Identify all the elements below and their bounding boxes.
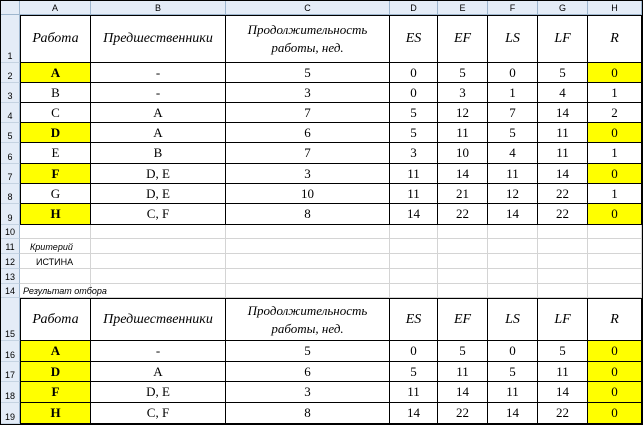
header-cell-es[interactable]: ES: [390, 298, 438, 341]
row-header[interactable]: 15: [1, 298, 20, 341]
cell-work[interactable]: C: [20, 103, 91, 123]
empty-cell[interactable]: [588, 225, 642, 239]
row-header[interactable]: 8: [1, 184, 20, 204]
cell-ef[interactable]: 22: [438, 204, 488, 225]
cell-work[interactable]: A: [20, 63, 91, 83]
row-header[interactable]: 1: [1, 15, 20, 63]
cell-ls[interactable]: 0: [488, 63, 538, 83]
cell-es[interactable]: 0: [390, 83, 438, 103]
header-cell-lf[interactable]: LF: [538, 15, 588, 63]
cell-ls[interactable]: 12: [488, 184, 538, 204]
column-header-a[interactable]: A: [20, 1, 91, 15]
empty-cell[interactable]: [488, 254, 538, 269]
empty-cell[interactable]: [438, 225, 488, 239]
criterion-label: Критерий: [30, 241, 73, 252]
column-header-b[interactable]: B: [91, 1, 226, 15]
cell-r[interactable]: 1: [588, 83, 642, 103]
cell-lf[interactable]: 14: [538, 103, 588, 123]
row-header[interactable]: 9: [1, 204, 20, 225]
cell-r[interactable]: 0: [588, 341, 642, 362]
table-row: [1, 83, 642, 103]
cell-ls[interactable]: 1: [488, 83, 538, 103]
cell-pred[interactable]: C, F: [91, 204, 226, 225]
cell-lf[interactable]: 22: [538, 184, 588, 204]
cell-lf[interactable]: 5: [538, 341, 588, 362]
table-row: [1, 382, 642, 403]
empty-cell[interactable]: [91, 254, 226, 269]
cell-work[interactable]: H: [20, 403, 91, 424]
empty-cell[interactable]: [226, 239, 390, 254]
cell-ef[interactable]: 10: [438, 143, 488, 164]
header-cell-duration[interactable]: Продолжительность работы, нед.: [226, 298, 390, 341]
empty-cell[interactable]: [91, 225, 226, 239]
empty-row: [1, 269, 642, 284]
cell-ls[interactable]: 7: [488, 103, 538, 123]
cell-ls[interactable]: 14: [488, 204, 538, 225]
cell-dur[interactable]: 3: [226, 164, 390, 184]
cell-lf[interactable]: 11: [538, 362, 588, 382]
table-row: [1, 143, 642, 164]
empty-cell[interactable]: [588, 269, 642, 284]
cell-work[interactable]: F: [20, 164, 91, 184]
empty-cell[interactable]: [91, 239, 226, 254]
table-row: [1, 403, 642, 424]
cell-es[interactable]: 0: [390, 341, 438, 362]
empty-cell[interactable]: [538, 269, 588, 284]
cell-ls[interactable]: 11: [488, 164, 538, 184]
cell-r[interactable]: 0: [588, 204, 642, 225]
table-row: [1, 63, 642, 83]
cell-ls[interactable]: 0: [488, 341, 538, 362]
cell-es[interactable]: 5: [390, 362, 438, 382]
result-label-row: [1, 284, 642, 298]
row-header[interactable]: 14: [1, 284, 20, 298]
table-row: [1, 184, 642, 204]
cell-work[interactable]: E: [20, 143, 91, 164]
cell-ef[interactable]: 11: [438, 362, 488, 382]
cell-ef[interactable]: 21: [438, 184, 488, 204]
row-header[interactable]: 11: [1, 239, 20, 254]
empty-cell[interactable]: [488, 225, 538, 239]
empty-cell[interactable]: [390, 254, 438, 269]
cell-r[interactable]: 0: [588, 63, 642, 83]
empty-cell[interactable]: [438, 254, 488, 269]
empty-cell[interactable]: [538, 284, 588, 298]
cell-pred[interactable]: C, F: [91, 403, 226, 424]
cell-pred[interactable]: A: [91, 362, 226, 382]
empty-cell[interactable]: [91, 284, 226, 298]
row-header[interactable]: 12: [1, 254, 20, 269]
cell-work[interactable]: A: [20, 341, 91, 362]
cell-r[interactable]: 0: [588, 164, 642, 184]
column-header-h[interactable]: H: [588, 1, 642, 15]
column-header-e[interactable]: E: [438, 1, 488, 15]
empty-cell[interactable]: [538, 225, 588, 239]
cell-r[interactable]: 0: [588, 382, 642, 403]
cell-lf[interactable]: 22: [538, 204, 588, 225]
cell-work[interactable]: B: [20, 83, 91, 103]
empty-cell[interactable]: [390, 239, 438, 254]
table-row: [1, 103, 642, 123]
cell-dur[interactable]: 10: [226, 184, 390, 204]
cell-es[interactable]: 11: [390, 184, 438, 204]
cell-pred[interactable]: -: [91, 83, 226, 103]
column-header-d[interactable]: D: [390, 1, 438, 15]
header-cell-ls[interactable]: LS: [488, 15, 538, 63]
cell-dur[interactable]: 8: [226, 403, 390, 424]
empty-cell[interactable]: [588, 239, 642, 254]
row-header[interactable]: 13: [1, 269, 20, 284]
cell-es[interactable]: 14: [390, 204, 438, 225]
cell-pred[interactable]: A: [91, 123, 226, 143]
cell-dur[interactable]: 5: [226, 341, 390, 362]
empty-cell[interactable]: [538, 239, 588, 254]
cell-es[interactable]: 0: [390, 63, 438, 83]
cell-ef[interactable]: 3: [438, 83, 488, 103]
row-header[interactable]: 2: [1, 63, 20, 83]
empty-cell[interactable]: [438, 284, 488, 298]
empty-cell[interactable]: [390, 284, 438, 298]
cell-ls[interactable]: 5: [488, 362, 538, 382]
cell-r[interactable]: 1: [588, 184, 642, 204]
cell-es[interactable]: 3: [390, 143, 438, 164]
table1-header-row: [1, 15, 642, 63]
header-cell-lf[interactable]: LF: [538, 298, 588, 341]
row-header[interactable]: 17: [1, 362, 20, 382]
cell-work[interactable]: H: [20, 204, 91, 225]
cell-pred[interactable]: D, E: [91, 164, 226, 184]
cell-dur[interactable]: 7: [226, 143, 390, 164]
cell-lf[interactable]: 22: [538, 403, 588, 424]
cell-ls[interactable]: 5: [488, 123, 538, 143]
cell-dur[interactable]: 7: [226, 103, 390, 123]
header-cell-work[interactable]: Работа: [20, 15, 91, 63]
criterion-value: ИСТИНА: [36, 256, 74, 267]
header-cell-predecessors[interactable]: Предшественники: [91, 298, 226, 341]
cell-dur[interactable]: 3: [226, 382, 390, 403]
cell-ls[interactable]: 11: [488, 382, 538, 403]
cell-es[interactable]: 5: [390, 103, 438, 123]
row-header[interactable]: 16: [1, 341, 20, 362]
cell-pred[interactable]: B: [91, 143, 226, 164]
empty-cell[interactable]: [438, 269, 488, 284]
header-cell-r[interactable]: R: [588, 15, 642, 63]
header-cell-predecessors[interactable]: Предшественники: [91, 15, 226, 63]
cell-lf[interactable]: 5: [538, 63, 588, 83]
cell-r[interactable]: 1: [588, 143, 642, 164]
cell-ls[interactable]: 4: [488, 143, 538, 164]
empty-cell[interactable]: [588, 254, 642, 269]
cell-r[interactable]: 2: [588, 103, 642, 123]
cell-pred[interactable]: -: [91, 63, 226, 83]
row-header[interactable]: 19: [1, 403, 20, 424]
row-header[interactable]: 5: [1, 123, 20, 143]
cell-ef[interactable]: 5: [438, 63, 488, 83]
header-cell-duration[interactable]: Продолжительность работы, нед.: [226, 15, 390, 63]
cell-ef[interactable]: 12: [438, 103, 488, 123]
cell-lf[interactable]: 11: [538, 143, 588, 164]
empty-cell[interactable]: [226, 254, 390, 269]
empty-cell[interactable]: [588, 284, 642, 298]
table2-header-row: [1, 298, 642, 341]
cell-r[interactable]: 0: [588, 403, 642, 424]
row-header[interactable]: 6: [1, 143, 20, 164]
header-cell-ef[interactable]: EF: [438, 15, 488, 63]
criterion-label-row: [1, 239, 642, 254]
header-cell-ef[interactable]: EF: [438, 298, 488, 341]
empty-cell[interactable]: [20, 269, 91, 284]
header-cell-work[interactable]: Работа: [20, 298, 91, 341]
cell-ef[interactable]: 14: [438, 164, 488, 184]
cell-pred[interactable]: D, E: [91, 184, 226, 204]
column-header-bar: [1, 1, 642, 15]
empty-cell[interactable]: [390, 269, 438, 284]
empty-cell[interactable]: [226, 284, 390, 298]
cell-dur[interactable]: 6: [226, 362, 390, 382]
cell-pred[interactable]: A: [91, 103, 226, 123]
cell-es[interactable]: 11: [390, 164, 438, 184]
column-header-c[interactable]: C: [226, 1, 390, 15]
empty-cell[interactable]: [438, 239, 488, 254]
cell-ls[interactable]: 14: [488, 403, 538, 424]
cell-lf[interactable]: 11: [538, 123, 588, 143]
row-header[interactable]: 3: [1, 83, 20, 103]
table-row: [1, 204, 642, 225]
empty-cell[interactable]: [390, 225, 438, 239]
cell-es[interactable]: 11: [390, 382, 438, 403]
cell-ef[interactable]: 5: [438, 341, 488, 362]
empty-cell[interactable]: [226, 225, 390, 239]
header-cell-es[interactable]: ES: [390, 15, 438, 63]
result-label: Результат отбора: [23, 286, 107, 296]
cell-work[interactable]: D: [20, 123, 91, 143]
empty-cell[interactable]: [488, 269, 538, 284]
cell-ef[interactable]: 11: [438, 123, 488, 143]
header-cell-ls[interactable]: LS: [488, 298, 538, 341]
cell-pred[interactable]: D, E: [91, 382, 226, 403]
column-header-g[interactable]: G: [538, 1, 588, 15]
row-header[interactable]: 10: [1, 225, 20, 239]
empty-cell[interactable]: [91, 269, 226, 284]
row-header[interactable]: 7: [1, 164, 20, 184]
empty-cell[interactable]: [538, 254, 588, 269]
row-header[interactable]: 4: [1, 103, 20, 123]
row-header[interactable]: 18: [1, 382, 20, 403]
cell-pred[interactable]: -: [91, 341, 226, 362]
table-row: [1, 123, 642, 143]
cell-ef[interactable]: 22: [438, 403, 488, 424]
cell-r[interactable]: 0: [588, 362, 642, 382]
empty-cell[interactable]: [226, 269, 390, 284]
spreadsheet-grid: [1, 1, 642, 424]
cell-dur[interactable]: 8: [226, 204, 390, 225]
cell-dur[interactable]: 3: [226, 83, 390, 103]
cell-r[interactable]: 0: [588, 123, 642, 143]
table-row: [1, 362, 642, 382]
empty-cell[interactable]: [20, 225, 91, 239]
empty-row: [1, 225, 642, 239]
cell-work[interactable]: G: [20, 184, 91, 204]
cell-dur[interactable]: 6: [226, 123, 390, 143]
cell-lf[interactable]: 14: [538, 164, 588, 184]
cell-lf[interactable]: 14: [538, 382, 588, 403]
cell-lf[interactable]: 4: [538, 83, 588, 103]
empty-cell[interactable]: [488, 239, 538, 254]
criterion-value-row: [1, 254, 642, 269]
cell-es[interactable]: 5: [390, 123, 438, 143]
select-all-corner[interactable]: [1, 1, 20, 15]
cell-dur[interactable]: 5: [226, 63, 390, 83]
table-row: [1, 164, 642, 184]
cell-ef[interactable]: 14: [438, 382, 488, 403]
cell-work[interactable]: D: [20, 362, 91, 382]
cell-es[interactable]: 14: [390, 403, 438, 424]
header-cell-r[interactable]: R: [588, 298, 642, 341]
column-header-f[interactable]: F: [488, 1, 538, 15]
table-row: [1, 341, 642, 362]
cell-work[interactable]: F: [20, 382, 91, 403]
empty-cell[interactable]: [488, 284, 538, 298]
